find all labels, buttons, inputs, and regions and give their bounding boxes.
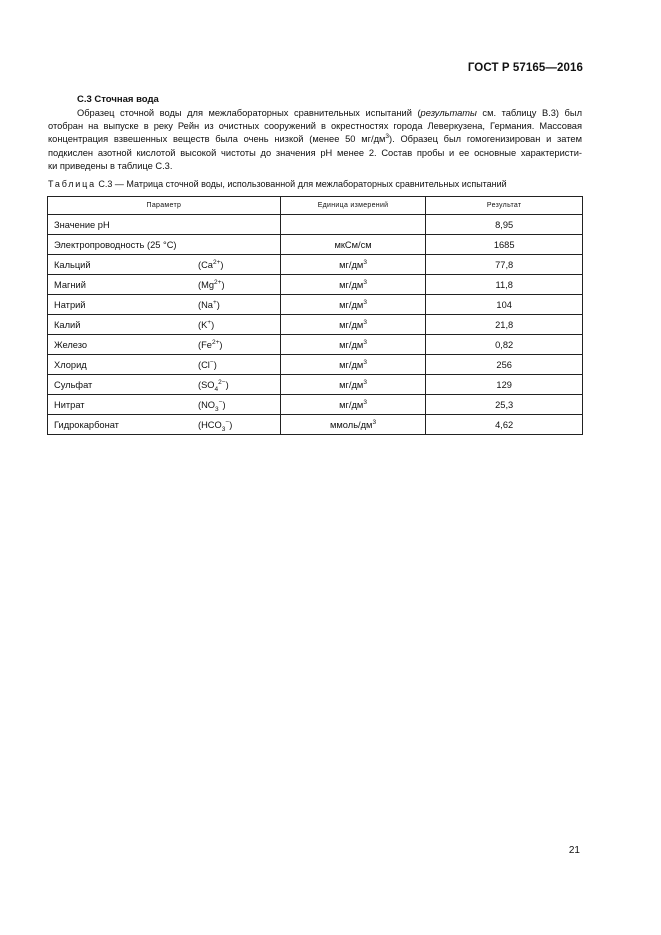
cell-parameter: Хлорид (Cl−) <box>48 355 281 375</box>
cell-result: 77,8 <box>426 255 583 275</box>
cell-unit: $мг/дм^3$ <box>280 335 426 355</box>
cell-unit: $мг/дм^3$ <box>280 255 426 275</box>
cell-parameter: Сульфат $(SO_4^{2-})$ <box>48 375 281 395</box>
cell-unit: $мг/дм^3$ <box>280 315 426 335</box>
ion-formula: $(Mg^{2+})$ <box>198 278 225 290</box>
page-number: 21 <box>568 845 580 856</box>
cell-parameter: Нитрат $(NO_3^-)$ <box>48 395 281 415</box>
cell-result: 8,95 <box>426 215 583 235</box>
section-title: C.3 Сточная вода <box>77 94 159 105</box>
table-row <box>48 275 583 295</box>
cell-unit: $мг/дм^3$ <box>280 355 426 375</box>
cell-unit: $мг/дм^3$ <box>280 295 426 315</box>
cell-parameter: Гидрокарбонат $(HCO_3^-)$ <box>48 415 281 435</box>
cell-parameter: Натрий (Na+) <box>48 295 281 315</box>
cell-parameter: Значение pH <box>48 215 281 235</box>
table-caption <box>48 179 507 189</box>
cell-result: 129 <box>426 375 583 395</box>
table-row <box>48 235 583 255</box>
section-paragraph <box>48 107 582 173</box>
ion-formula: (Na+) <box>198 298 220 310</box>
header-result: Результат <box>426 197 583 215</box>
cell-result: 256 <box>426 355 583 375</box>
cell-parameter: Калий (K+) <box>48 315 281 335</box>
table-row <box>48 355 583 375</box>
paragraph-line: отобран на выпуске в реку Рейн из очистных сооружений в окрестностях города Леверкузена, Германия. Массовая <box>48 121 582 132</box>
cell-unit: $мг/дм^3$ <box>280 395 426 415</box>
cell-unit: $мг/дм^3$ <box>280 275 426 295</box>
table-row <box>48 255 583 275</box>
cell-unit: ммоль/$дм^3$ <box>280 415 426 435</box>
cell-unit <box>280 215 426 235</box>
table-header-row <box>48 197 583 215</box>
cell-unit: $мг/дм^3$ <box>280 375 426 395</box>
cell-parameter: Магний $(Mg^{2+})$ <box>48 275 281 295</box>
ion-formula: (K+) <box>198 318 215 330</box>
cell-result: 0,82 <box>426 335 583 355</box>
cell-result: 4,62 <box>426 415 583 435</box>
ion-formula: $(Ca^{2+})$ <box>198 258 224 270</box>
cell-unit: мкСм/см <box>280 235 426 255</box>
cell-result: 21,8 <box>426 315 583 335</box>
wastewater-matrix-table <box>47 196 583 435</box>
ion-formula: (Cl−) <box>198 358 217 370</box>
paragraph-line: подкислен азотной кислотой высокой чистоты до значения pH менее 2. Состав пробы и ее основные характеристи- <box>48 147 582 158</box>
table-row <box>48 215 583 235</box>
ion-formula: $(HCO_3^-)$ <box>198 418 233 433</box>
table-row <box>48 415 583 435</box>
cell-parameter: Железо $(Fe^{2+})$ <box>48 335 281 355</box>
table-row <box>48 295 583 315</box>
cell-parameter: Кальций $(Ca^{2+})$ <box>48 255 281 275</box>
cell-result: 104 <box>426 295 583 315</box>
paragraph-line: ки приведены в таблице С.3. <box>48 160 173 171</box>
table-row <box>48 375 583 395</box>
document-code: ГОСТ Р 57165—2016 <box>467 62 583 74</box>
table-caption-text: С.3 — Матрица сточной воды, использованной для межлабораторных сравнительных испытаний <box>98 179 507 189</box>
table-row <box>48 335 583 355</box>
table-row <box>48 395 583 415</box>
paragraph-line: концентрация взвешенных веществ была очень низкой (менее 50 $мг/дм^3$). Образец был гомогенизирован и затем <box>48 133 582 145</box>
cell-result: 25,3 <box>426 395 583 415</box>
cell-parameter: Электропроводность (25 °С) <box>48 235 281 255</box>
table-caption-prefix: Таблица <box>48 179 96 189</box>
paragraph-line: Образец сточной воды для межлабораторных сравнительных испытаний (результаты см. таблицу В.3) был <box>77 108 582 118</box>
cell-result: 1685 <box>426 235 583 255</box>
ion-formula: $(NO_3^-)$ <box>198 398 226 413</box>
table-row <box>48 315 583 335</box>
header-parameter: Параметр <box>48 197 281 215</box>
header-unit: Единица измерений <box>280 197 426 215</box>
ion-formula: $(SO_4^{2-})$ <box>198 378 229 393</box>
ion-formula: $(Fe^{2+})$ <box>198 338 223 350</box>
cell-result: 11,8 <box>426 275 583 295</box>
